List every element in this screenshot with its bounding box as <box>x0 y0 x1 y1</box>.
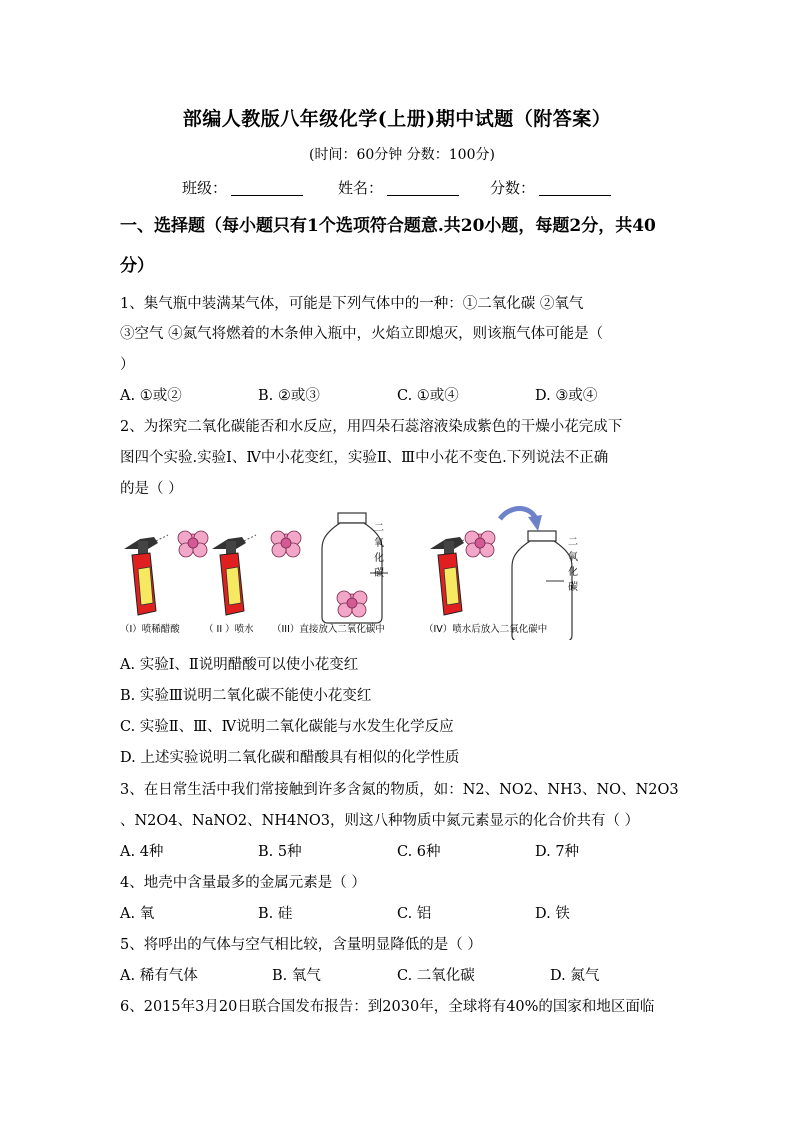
q1-line: 1、集气瓶中装满某气体，可能是下列气体中的一种：①二氧化碳 ②氧气 <box>120 296 584 312</box>
q5-option-b: B. 氧气 <box>272 968 321 984</box>
score-label: 分数： <box>490 179 536 197</box>
page-title: 部编人教版八年级化学(上册)期中试题（附答案） <box>182 108 612 130</box>
score-blank[interactable] <box>539 180 611 196</box>
q2-line: 的是（ ） <box>120 481 183 497</box>
figure-caption: （I）喷稀醋酸 <box>120 624 180 635</box>
experiment-figure <box>118 505 588 640</box>
exam-subtitle: (时间：60分钟 分数：100分) <box>309 147 495 163</box>
q1-line: ③空气 ④氮气将燃着的木条伸入瓶中，火焰立即熄灭，则该瓶气体可能是（ <box>120 326 604 342</box>
q3-line: 、N2O4、NaNO2、NH4NO3，则这八种物质中氮元素显示的化合价共有（ ） <box>120 813 640 829</box>
q2-line: 2、为探究二氧化碳能否和水反应，用四朵石蕊溶液染成紫色的干燥小花完成下 <box>120 419 623 435</box>
q3-option-d: D. 7种 <box>535 844 580 860</box>
class-blank[interactable] <box>231 180 303 196</box>
figure-caption: （III）直接放入二氧化碳中 <box>272 624 385 635</box>
q1-option-c: C. ①或④ <box>397 388 459 404</box>
q2-option-b: B. 实验Ⅲ说明二氧化碳不能使小花变红 <box>120 688 372 704</box>
q2-option-d: D. 上述实验说明二氧化碳和醋酸具有相似的化学性质 <box>120 750 460 766</box>
jar-gas-label: 碳 <box>568 582 578 593</box>
class-label: 班级： <box>182 179 228 197</box>
name-blank[interactable] <box>387 180 459 196</box>
q5-option-a: A. 稀有气体 <box>120 968 198 984</box>
jar-gas-label: 二 <box>374 523 384 534</box>
jar-gas-label: 二 <box>568 537 578 548</box>
class-field <box>182 177 303 198</box>
section-heading: 一、选择题（每小题只有1个选项符合题意.共20小题，每题2分，共40分） <box>120 216 656 276</box>
q4-option-d: D. 铁 <box>535 906 570 922</box>
q3-option-a: A. 4种 <box>120 844 164 860</box>
score-field <box>490 177 611 198</box>
name-field <box>338 177 459 198</box>
figure-caption: （ II ）喷水 <box>204 624 254 635</box>
jar-gas-label: 氧 <box>374 538 384 549</box>
flower-icon <box>465 531 495 557</box>
q1-option-d: D. ③或④ <box>535 388 598 404</box>
experiment-3 <box>322 513 388 623</box>
q2-option-c: C. 实验Ⅱ、Ⅲ、Ⅳ说明二氧化碳能与水发生化学反应 <box>120 719 454 735</box>
name-label: 姓名： <box>338 179 384 197</box>
q3-option-c: C. 6种 <box>397 844 441 860</box>
q3-line: 3、在日常生活中我们常接触到许多含氮的物质，如：N2、NO2、NH3、NO、N2O3 <box>120 782 679 798</box>
q6-line: 6、2015年3月20日联合国发布报告：到2030年，全球将有40%的国家和地区面临 <box>120 999 655 1015</box>
experiment-4 <box>430 509 578 641</box>
q4-option-c: C. 铝 <box>397 906 432 922</box>
experiment-1 <box>124 531 208 615</box>
flower-icon <box>178 531 208 557</box>
experiment-2 <box>212 531 301 615</box>
q3-option-b: B. 5种 <box>258 844 302 860</box>
figure-caption: （IV）喷水后放入二氧化碳中 <box>424 624 548 635</box>
jar-gas-label: 碳 <box>374 568 384 579</box>
q5-option-d: D. 氮气 <box>550 968 600 984</box>
q5-option-c: C. 二氧化碳 <box>397 968 475 984</box>
q1-option-a: A. ①或② <box>120 388 182 404</box>
q4-option-a: A. 氧 <box>120 906 155 922</box>
jar-gas-label: 化 <box>568 567 578 578</box>
q2-option-a: A. 实验Ⅰ、Ⅱ说明醋酸可以使小花变红 <box>120 657 359 673</box>
q5-line: 5、将呼出的气体与空气相比较，含量明显降低的是（ ） <box>120 937 482 953</box>
q2-line: 图四个实验.实验Ⅰ、Ⅳ中小花变红，实验Ⅱ、Ⅲ中小花不变色.下列说法不正确 <box>120 450 609 466</box>
q4-option-b: B. 硅 <box>258 906 293 922</box>
q1-option-b: B. ②或③ <box>258 388 320 404</box>
q1-line: ） <box>120 357 135 373</box>
jar-gas-label: 化 <box>374 553 384 564</box>
jar-gas-label: 氧 <box>568 552 578 563</box>
flower-icon <box>271 531 301 557</box>
q4-line: 4、地壳中含量最多的金属元素是（ ） <box>120 875 366 891</box>
